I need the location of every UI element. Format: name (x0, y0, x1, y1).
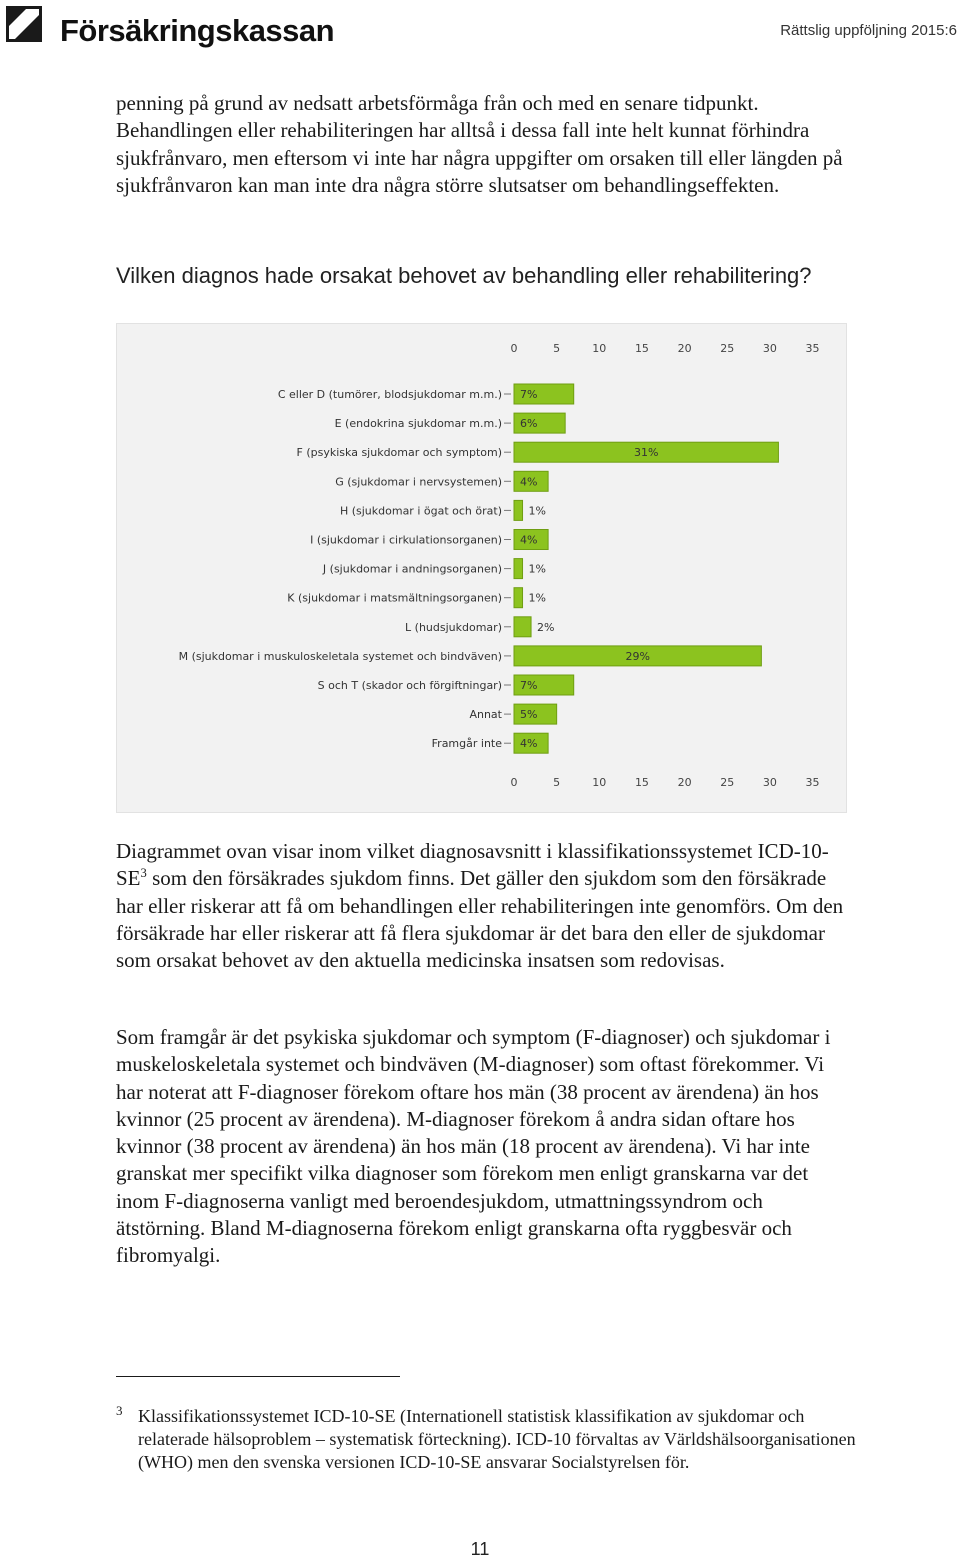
x-tick-label-top: 30 (762, 342, 777, 355)
footnote-text: Klassifikationssystemet ICD-10-SE (Internationell statistisk klassifikation av sjukdomar och relaterade hälsoproblem – systematisk förteckning). ICD-10 förvaltas av Världshälsoorganisationen (WHO) men den svenska versionen ICD-10-SE ansvarar Socialstyrelsen för. (138, 1406, 856, 1472)
data-label: 4% (520, 737, 538, 751)
x-tick-label-bottom: 5 (553, 776, 561, 789)
data-label: 29% (625, 649, 650, 663)
x-tick-label-top: 5 (553, 342, 561, 355)
footnote-reference: 3 (140, 866, 147, 881)
data-label: 1% (528, 504, 546, 518)
x-tick-label-top: 20 (677, 342, 692, 355)
data-label: 31% (633, 446, 659, 460)
findings-text: Som framgår är det psykiska sjukdomar och symptom (F-diagnoser) och sjukdomar i muskeloskeletala systemet och bindväven (M-diagnoser) som oftast förekommer. Vi har noterat att F-diagnoser förekom oftare hos män (38 procent av ärendena) än hos kvinnor (25 procent av ärendena). M-diagnoser förekom å andra sidan oftare hos kvinnor (38 procent av ärendena) än hos män (18 procent av ärendena). Vi har inte granskat mer specifikt vilka diagnoser som förekom men enligt granskarna var det inom F-diagnoserna vanligt med beroendesjukdom, utmattningssyndrom och ätstörning. Bland M-diagnoserna förekom enligt granskarna ofta ryggbesvär och fibromyalgi. (116, 1025, 831, 1268)
category-label: Framgår inte (431, 737, 502, 751)
category-label: Annat (469, 708, 502, 722)
x-tick-label-bottom: 30 (762, 776, 777, 789)
data-label: 7% (520, 388, 538, 401)
intro-paragraph (116, 90, 856, 199)
bar (514, 617, 531, 637)
x-tick-label-bottom: 20 (677, 776, 692, 789)
bar (514, 500, 523, 520)
x-tick-label-top: 15 (634, 342, 649, 355)
footnote-divider (116, 1376, 400, 1377)
x-tick-label-bottom: 25 (720, 776, 735, 789)
x-tick-label-bottom: 15 (634, 776, 649, 789)
category-label: F (psykiska sjukdomar och symptom) (296, 446, 502, 460)
category-label: K (sjukdomar i matsmältningsorganen) (287, 591, 502, 605)
category-label: C eller D (tumörer, blodsjukdomar m.m.) (277, 388, 502, 401)
data-label: 7% (520, 679, 538, 692)
x-tick-label-top: 35 (805, 342, 820, 355)
x-tick-label-top: 10 (592, 342, 607, 355)
data-label: 4% (520, 475, 538, 489)
explanation-text-b: som den försäkrades sjukdom finns. Det gäller den sjukdom som den försäkrade har eller riskerar att få om behandlingen eller rehabiliteringen inte genomförs. Om den försäkrade har eller riskerar att få flera sjukdomar är det bara den eller de sjukdomar som orsakat behovet av den aktuella medicinska insatsen som redovisas. (116, 866, 844, 973)
bar (514, 588, 523, 608)
data-label: 1% (528, 562, 546, 576)
intro-text: penning på grund av nedsatt arbetsförmåga från och med en senare tidpunkt. Behandlingen eller rehabiliteringen har alltså i dessa fall inte helt kunnat förhindra sjukfrånvaro, men eftersom vi inte har några uppgifter om orsaken till eller längden på sjukfrånvaron kan man inte dra några större slutsatser om behandlingseffekten. (116, 91, 843, 197)
chart-canvas (117, 324, 848, 814)
footnote-mark: 3 (116, 1403, 123, 1418)
data-label: 4% (520, 533, 538, 547)
category-label: S och T (skador och förgiftningar) (317, 679, 502, 692)
data-label: 1% (528, 591, 546, 605)
category-label: E (endokrina sjukdomar m.m.) (334, 417, 502, 431)
data-label: 2% (537, 620, 555, 634)
report-reference: Rättslig uppföljning 2015:6 (780, 22, 957, 39)
logo-mark (9, 9, 39, 39)
bar (514, 559, 523, 579)
x-tick-label-top: 0 (510, 342, 518, 355)
x-tick-label-bottom: 10 (592, 776, 607, 789)
x-tick-label-top: 25 (720, 342, 735, 355)
data-label: 6% (520, 417, 538, 431)
x-tick-label-bottom: 0 (510, 776, 518, 789)
category-label: M (sjukdomar i muskuloskeletala systemet och bindväven) (178, 649, 502, 663)
category-label: J (sjukdomar i andningsorganen) (322, 562, 502, 576)
diagnosis-bar-chart (116, 323, 847, 813)
logo-icon (6, 6, 42, 42)
category-label: I (sjukdomar i cirkulationsorganen) (310, 533, 502, 547)
category-label: L (hudsjukdomar) (405, 620, 502, 634)
category-label: H (sjukdomar i ögat och örat) (339, 504, 502, 518)
chart-explanation-paragraph (116, 838, 856, 974)
chart-question-heading: Vilken diagnos hade orsakat behovet av behandling eller rehabilitering? (116, 263, 812, 288)
category-label: G (sjukdomar i nervsystemen) (335, 475, 502, 489)
explanation-text-a: Diagrammet ovan visar inom vilket diagnosavsnitt i klassifikationssystemet ICD-10-SE (116, 839, 829, 891)
data-label: 5% (520, 708, 538, 722)
x-tick-label-bottom: 35 (805, 776, 820, 789)
findings-paragraph (116, 1024, 856, 1270)
brand-name: Försäkringskassan (60, 13, 335, 48)
page-number: 11 (470, 1539, 490, 1559)
